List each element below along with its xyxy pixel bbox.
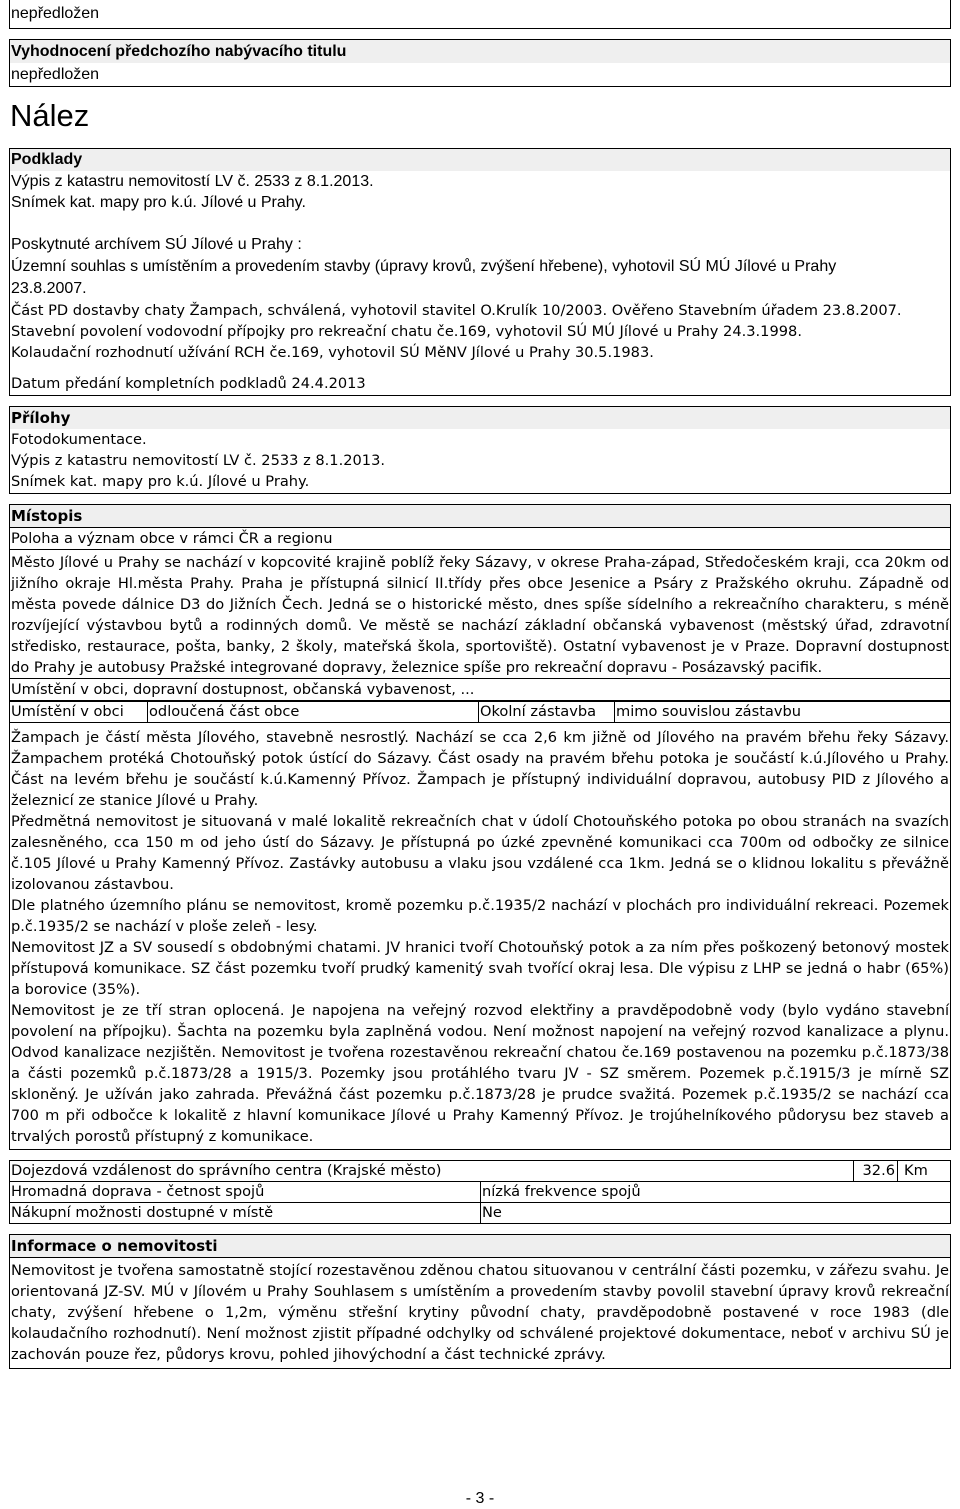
nakup-value: Ne bbox=[481, 1203, 951, 1224]
page-number: - 3 - bbox=[465, 1490, 495, 1507]
mistopis-paragraph: Žampach je částí města Jílového, stavebně nesrostlý. Nachází se cca 2,6 km jižně od Jílového na pravém břehu řeky Sázavy. Žampachem protéká Chotouňský potok ústící do Sázavy. Část osady na pravém břehu potoka je součástí k.ú.Jílového u Prahy. Část na levém břehu je součástí k.ú.Kamenný Přívoz. Žampach je přístupný individuální dopravou, autobusy PID z Jílového a železnicí ze stanice Jílové u Prahy. bbox=[11, 729, 949, 809]
prilohy-item: Výpis z katastru nemovitostí LV č. 2533 z 8.1.2013. bbox=[11, 452, 385, 469]
nalez-title: Nález bbox=[10, 98, 90, 133]
informace-heading: Informace o nemovitosti bbox=[10, 1235, 950, 1258]
prilohy-item: Snímek kat. mapy pro k.ú. Jílové u Prahy. bbox=[11, 473, 310, 490]
mistopis-paragraph: Nemovitost je ze tří stran oplocená. Je napojena na veřejný rozvod elektřiny a pravděpodobně vody (bylo vydáno stavební povolení na přípojku). Šachta na pozemku byla zaplněná vodou. Není možnost napojení na veřejný rozvod kanalizace a plynu. Odvod kanalizace nezjištěn. Nemovitost je tvořena rozestavěnou rekreační chatou če.169 postavenou na pozemku p.č.1873/38 a části pozemků p.č.1873/28 a 1915/3. Pozemky jsou protáhlého tvaru JV - SZ směrem. Pozemek p.č.1915/3 je mírně SZ skloněný. Je užíván jako zahrada. Převážná část pozemku p.č.1873/28 je prudce svažitá. Pozemek p.č.1935/2 se nachází cca 700 m při odbočce k lokalitě z hlavní komunikace Jílové u Prahy Kamenný Přívoz. Je trojúhelníkového půdorysu bez staveb a trvalých porostů přístupný z komunikace. bbox=[11, 1002, 949, 1145]
vyhodnoceni-value: nepředložen bbox=[11, 66, 100, 83]
mistopis-paragraph: Předmětná nemovitost je situovaná v malé lokalitě rekreačních chat v údolí Chotouňského potoka po obou stranách na svazích zalesněného, cca 150 m od jeho ústí do Sázavy. Je přístupná po úzké zpevněné komunikaci cca 700m od odbočky ze silnice č.105 Jílové u Prahy Kamenný Přívoz. Zastávky autobusu a vlaku jsou vzdálené cca 1km. Jedná se o klidnou lokalitu s převážně izolovanou zástavbou. bbox=[11, 813, 949, 893]
umisteni-table bbox=[10, 701, 950, 723]
dojezd-label: Dojezdová vzdálenost do správního centra (Krajské město) bbox=[10, 1161, 854, 1182]
mistopis-paragraph: Dle platného územního plánu se nemovitost, kromě pozemku p.č.1935/2 nachází v plochách pro individuální rekreaci. Pozemek p.č.1935/2 se nachází v ploše zeleň - lesy. bbox=[11, 897, 949, 935]
poloha-label: Poloha a význam obce v rámci ČR a regionu bbox=[10, 527, 950, 550]
table-row bbox=[10, 702, 950, 723]
details-table bbox=[9, 1160, 951, 1224]
nakup-label: Nákupní možnosti dostupné v místě bbox=[10, 1203, 481, 1224]
doprava-value: nízká frekvence spojů bbox=[481, 1182, 951, 1203]
podklady-line: Výpis z katastru nemovitostí LV č. 2533 z 8.1.2013. bbox=[11, 173, 374, 190]
vyhodnoceni-section bbox=[9, 39, 951, 87]
prilohy-item: Fotodokumentace. bbox=[11, 431, 147, 448]
podklady-heading: Podklady bbox=[10, 149, 950, 171]
mistopis-paragraph: Nemovitost JZ a SV sousedí s obdobnými chatami. JV hranici tvoří Chotouňský potok a za ním přes poškozený betonový mostek přístupová komunikace. SZ část pozemku tvoří prudký kamenitý svah tvořící okraj lesa. Dle výpisu z LHP se jedná o habr (65%) a borovice (35%). bbox=[11, 939, 949, 998]
doprava-label: Hromadná doprava - četnost spojů bbox=[10, 1182, 481, 1203]
table-row bbox=[10, 1161, 951, 1182]
dojezd-value: 32.6 bbox=[854, 1161, 898, 1182]
podklady-line: Část PD dostavby chaty Žampach, schválená, vyhotovil stavitel O.Krulík 10/2003. Ověřeno Stavebním úřadem 23.8.2007. bbox=[11, 302, 902, 319]
top-status-row bbox=[9, 0, 951, 29]
mistopis-section bbox=[9, 504, 951, 1150]
vyhodnoceni-heading: Vyhodnocení předchozího nabývacího titulu bbox=[10, 40, 950, 63]
podklady-line: Kolaudační rozhodnutí užívání RCH če.169, vyhotovil SÚ MěNV Jílové u Prahy 30.5.1983. bbox=[11, 344, 654, 361]
poloha-text: Město Jílové u Prahy se nachází v kopcovité krajině poblíž řeky Sázavy, v okrese Praha-západ, Středočeském kraji, cca 20km od jižního okraje Hl.města Prahy. Praha je přístupná silnicí II.třídy přes obce Jesenice a Psáry z Pražského okruhu. Západně od města povede dálnice D3 do Jižních Čech. Jedná se o historické město, dnes spíše sídelního a rekreačního charakteru, s méně rozvíjející výstavbou bytů a rodinných domů. Ve městě se nachází základní občanská vybavenost (městský úřad, zdravotní středisko, restaurace, pošta, banky, 2 školy, mateřská škola, sportoviště). Ostatní vybavenost je v Praze. Dopravní dostupnost do Prahy je autobusy Pražské integrované dopravy, železnice spíše pro rekreační dopravu - Posázavský pacifik. bbox=[11, 554, 949, 676]
okolni-zastavba-label: Okolní zástavba bbox=[479, 702, 615, 723]
umisteni-obci-label: Umístění v obci bbox=[10, 702, 148, 723]
informace-text: Nemovitost je tvořena samostatně stojící rozestavěnou zděnou chatou situovanou v centrální části pozemku, v zářezu svahu. Je orientovaná JZ-SV. MÚ v Jílovém u Prahy Souhlasem s umístěním a provedením stavby povolil stavební úpravy krovů rekreační chaty, zvýšení hřebene o 1,2m, výměnu střešní krytiny původní chaty, pravděpodobně postavené v roce 1983 (dle kolaudačního rozhodnutí). Není možnost zjistit případné odchylky od schválené projektové dokumentace, neboť v archivu SÚ je zachován pouze řez, půdorys krovu, pohled jihovýchodní a část technické zprávy. bbox=[11, 1262, 949, 1363]
prilohy-heading: Přílohy bbox=[10, 407, 950, 429]
table-row bbox=[10, 1203, 951, 1224]
archive-line: 23.8.2007. bbox=[11, 280, 87, 297]
podklady-section bbox=[9, 148, 951, 396]
umisteni-label: Umístění v obci, dopravní dostupnost, občanská vybavenost, ... bbox=[10, 678, 950, 701]
archive-line: Územní souhlas s umístěním a provedením stavby (úpravy krovů, zvýšení hřebene), vyhotovil SÚ MÚ Jílové u Prahy bbox=[11, 258, 837, 275]
dojezd-unit: Km bbox=[898, 1161, 951, 1182]
table-row bbox=[10, 1182, 951, 1203]
podklady-line: Stavební povolení vodovodní přípojky pro rekreační chatu če.169, vyhotovil SÚ MÚ Jílové u Prahy 24.3.1998. bbox=[11, 323, 802, 340]
podklady-line: Snímek kat. mapy pro k.ú. Jílové u Prahy. bbox=[11, 194, 306, 211]
top-status-text: nepředložen bbox=[11, 5, 100, 22]
informace-section bbox=[9, 1234, 951, 1369]
mistopis-heading: Místopis bbox=[10, 505, 950, 527]
prilohy-section bbox=[9, 406, 951, 494]
umisteni-obci-value: odloučená část obce bbox=[148, 702, 479, 723]
archive-intro: Poskytnuté archívem SÚ Jílové u Prahy : bbox=[11, 236, 302, 253]
datum-predani: Datum předání kompletních podkladů 24.4.2013 bbox=[11, 375, 366, 392]
document-page bbox=[9, 0, 951, 1369]
okolni-zastavba-value: mimo souvislou zástavbu bbox=[615, 702, 951, 723]
